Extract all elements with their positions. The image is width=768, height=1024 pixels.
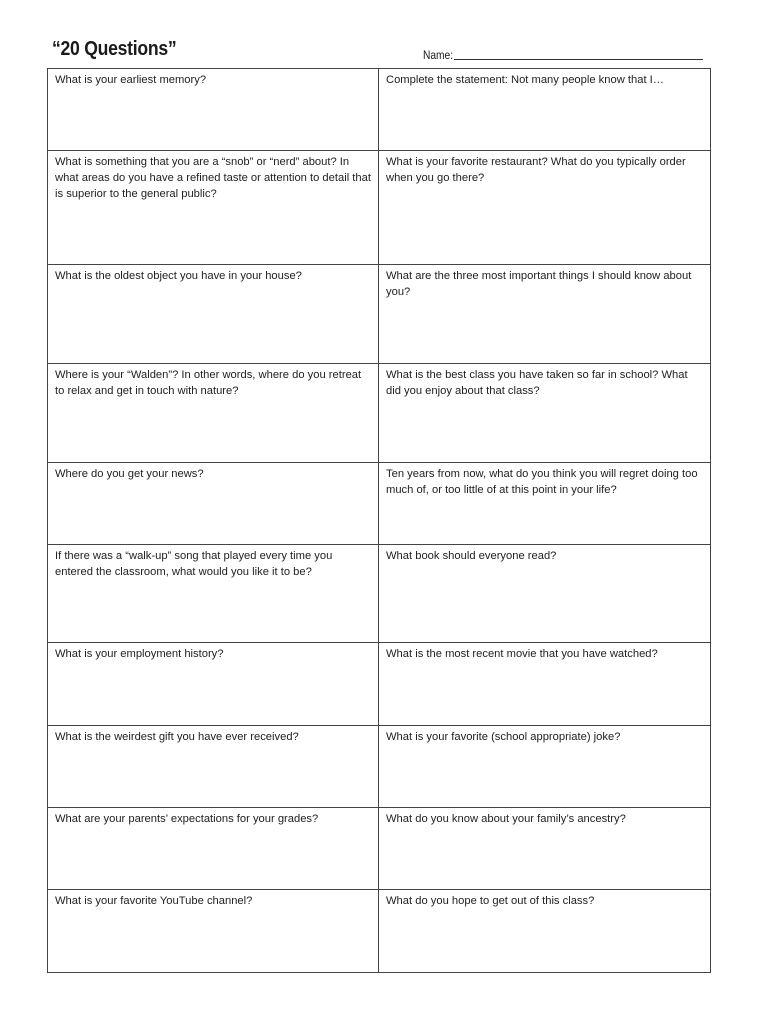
question-text: What is something that you are a “snob” or “nerd” about? In what areas do you have a refined taste or attention to detail that is superior to the general public?: [55, 156, 371, 200]
question-cell[interactable]: [48, 890, 379, 973]
question-text: What are the three most important things I should know about you?: [386, 270, 692, 298]
question-text: What are your parents’ expectations for your grades?: [55, 813, 319, 825]
question-cell[interactable]: [48, 463, 379, 545]
question-cell[interactable]: [48, 364, 379, 463]
question-cell[interactable]: [48, 151, 379, 265]
question-text: What book should everyone read?: [386, 550, 557, 562]
table-row: [48, 726, 711, 808]
table-row: [48, 265, 711, 364]
question-cell[interactable]: [379, 151, 711, 265]
table-row: [48, 545, 711, 643]
question-text: What is your earliest memory?: [55, 74, 207, 86]
question-text: What is the best class you have taken so far in school? What did you enjoy about that class?: [386, 369, 688, 397]
question-text: If there was a “walk-up” song that played every time you entered the classroom, what would you like it to be?: [55, 550, 333, 578]
question-text: What is the oldest object you have in your house?: [55, 270, 302, 282]
question-cell[interactable]: [379, 643, 711, 726]
table-row: [48, 364, 711, 463]
name-label: Name:: [423, 48, 454, 62]
question-cell[interactable]: [379, 545, 711, 643]
question-cell[interactable]: [379, 364, 711, 463]
question-text: Complete the statement: Not many people know that I…: [386, 74, 664, 86]
question-cell[interactable]: [48, 726, 379, 808]
question-cell[interactable]: [48, 69, 379, 151]
question-cell[interactable]: [48, 808, 379, 890]
question-text: What do you know about your family’s ancestry?: [386, 813, 626, 825]
question-cell[interactable]: [48, 643, 379, 726]
page-title: “20 Questions”: [52, 38, 177, 60]
question-cell[interactable]: [379, 265, 711, 364]
question-text: Ten years from now, what do you think you will regret doing too much of, or too little of at this point in your life?: [386, 468, 698, 496]
question-text: What is the weirdest gift you have ever received?: [55, 731, 299, 743]
question-cell[interactable]: [379, 808, 711, 890]
table-row: [48, 643, 711, 726]
table-row: [48, 463, 711, 545]
table-row: [48, 151, 711, 265]
question-text: What is your favorite YouTube channel?: [55, 895, 253, 907]
question-text: What is your favorite restaurant? What do you typically order when you go there?: [386, 156, 686, 184]
table-row: [48, 890, 711, 973]
question-cell[interactable]: [379, 726, 711, 808]
table-row: [48, 808, 711, 890]
question-text: What is your favorite (school appropriate) joke?: [386, 731, 621, 743]
question-cell[interactable]: [379, 69, 711, 151]
question-text: What is the most recent movie that you have watched?: [386, 648, 658, 660]
name-blank-line[interactable]: [454, 47, 703, 60]
question-text: Where do you get your news?: [55, 468, 204, 480]
questions-table: [47, 68, 711, 973]
question-cell[interactable]: [379, 890, 711, 973]
name-field[interactable]: [423, 46, 703, 62]
question-text: Where is your “Walden”? In other words, where do you retreat to relax and get in touch with nature?: [55, 369, 362, 397]
question-cell[interactable]: [48, 265, 379, 364]
question-cell[interactable]: [379, 463, 711, 545]
question-text: What is your employment history?: [55, 648, 224, 660]
question-cell[interactable]: [48, 545, 379, 643]
table-row: [48, 69, 711, 151]
question-text: What do you hope to get out of this class?: [386, 895, 595, 907]
